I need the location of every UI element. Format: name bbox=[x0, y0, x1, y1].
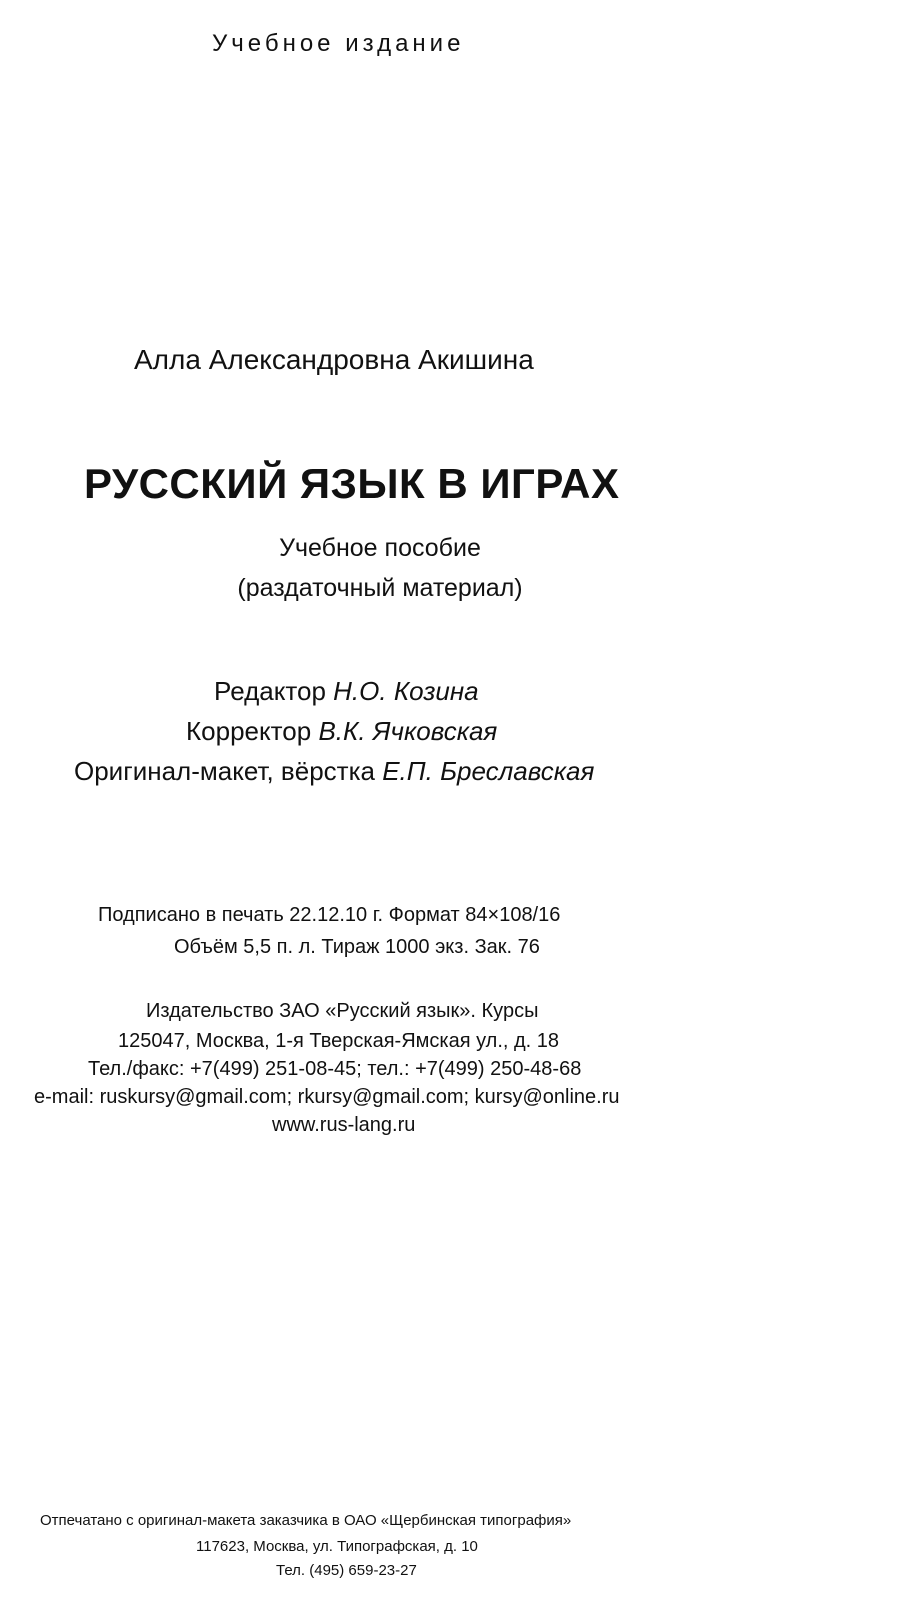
credit-editor bbox=[214, 676, 479, 707]
publisher-emails: e-mail: ruskursy@gmail.com; rkursy@gmail.com; kursy@online.ru bbox=[34, 1086, 620, 1108]
printer-line-3: Тел. (495) 659-23-27 bbox=[276, 1562, 417, 1579]
printer-line-1: Отпечатано с оригинал-макета заказчика в ОАО «Щербинская типография» bbox=[40, 1512, 572, 1529]
publisher-website: www.rus-lang.ru bbox=[272, 1114, 416, 1136]
book-title: РУССКИЙ ЯЗЫК В ИГРАХ bbox=[84, 460, 620, 507]
author-name: Алла Александровна Акишина bbox=[134, 344, 534, 375]
credit-person: В.К. Ячковская bbox=[318, 716, 498, 746]
credit-person: Е.П. Бреславская bbox=[382, 756, 595, 786]
subtitle-line-1: Учебное пособие bbox=[279, 534, 481, 562]
publisher-name: Издательство ЗАО «Русский язык». Курсы bbox=[146, 1000, 539, 1022]
subtitle-line-2: (раздаточный материал) bbox=[237, 574, 523, 602]
credit-person: Н.О. Козина bbox=[333, 676, 479, 706]
credit-role: Корректор bbox=[186, 716, 312, 746]
imprint-line-2: Объём 5,5 п. л. Тираж 1000 экз. Зак. 76 bbox=[174, 936, 540, 958]
series-label: Учебное издание bbox=[212, 30, 465, 57]
publisher-phones: Тел./факс: +7(499) 251-08-45; тел.: +7(499) 250-48-68 bbox=[88, 1058, 582, 1080]
imprint-line-1: Подписано в печать 22.12.10 г. Формат 84×108/16 bbox=[98, 904, 561, 926]
printer-line-2: 117623, Москва, ул. Типографская, д. 10 bbox=[196, 1538, 478, 1555]
credit-layout bbox=[74, 756, 594, 787]
credit-proofreader bbox=[186, 716, 497, 747]
credit-role: Оригинал-макет, вёрстка bbox=[74, 756, 375, 786]
publisher-address: 125047, Москва, 1-я Тверская-Ямская ул., д. 18 bbox=[118, 1030, 560, 1052]
credit-role: Редактор bbox=[214, 676, 326, 706]
